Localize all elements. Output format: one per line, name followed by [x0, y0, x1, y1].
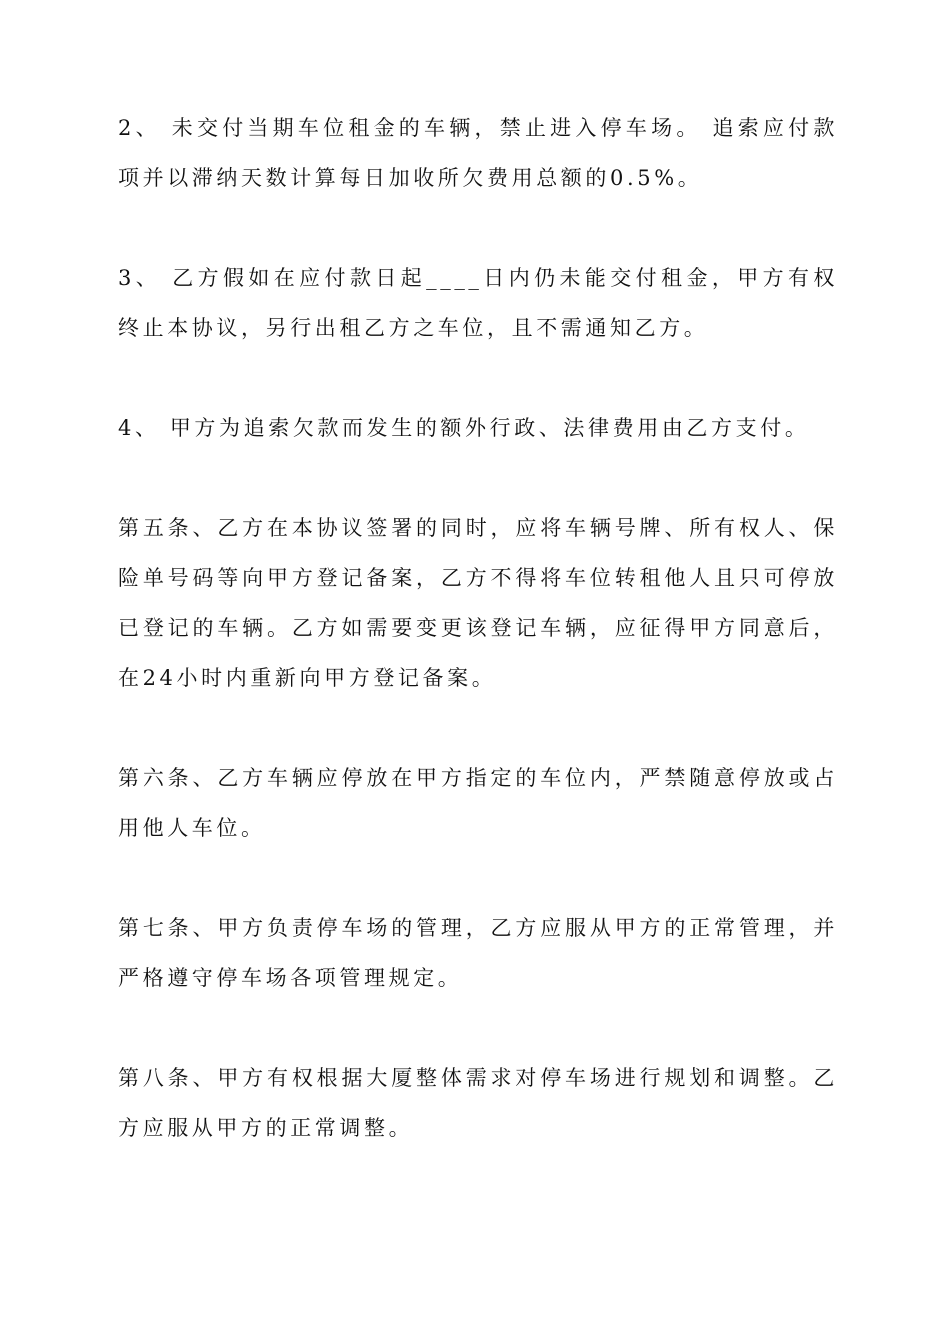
article-8-planning: 第八条、甲方有权根据大厦整体需求对停车场进行规划和调整。乙方应服从甲方的正常调整。 [118, 1066, 838, 1140]
article-6-parking-space: 第六条、乙方车辆应停放在甲方指定的车位内，严禁随意停放或占用他人车位。 [118, 766, 838, 840]
article-7-management: 第七条、甲方负责停车场的管理，乙方应服从甲方的正常管理，并严格遵守停车场各项管理规定。 [118, 916, 838, 990]
clause-4-extra-costs: 4、 甲方为追索欠款而发生的额外行政、法律费用由乙方支付。 [118, 416, 810, 440]
clause-3-termination: 3、 乙方假如在应付款日起____日内仍未能交付租金，甲方有权终止本协议，另行出租乙方之车位，且不需通知乙方。 [118, 266, 838, 340]
article-5-registration: 第五条、乙方在本协议签署的同时，应将车辆号牌、所有权人、保险单号码等向甲方登记备案，乙方不得将车位转租他人且只可停放已登记的车辆。乙方如需要变更该登记车辆，应征得甲方同意后，在24小时内重新向甲方登记备案。 [118, 516, 838, 690]
clause-2-unpaid-rent: 2、 未交付当期车位租金的车辆，禁止进入停车场。 追索应付款项并以滞纳天数计算每日加收所欠费用总额的0.5%。 [118, 116, 838, 190]
